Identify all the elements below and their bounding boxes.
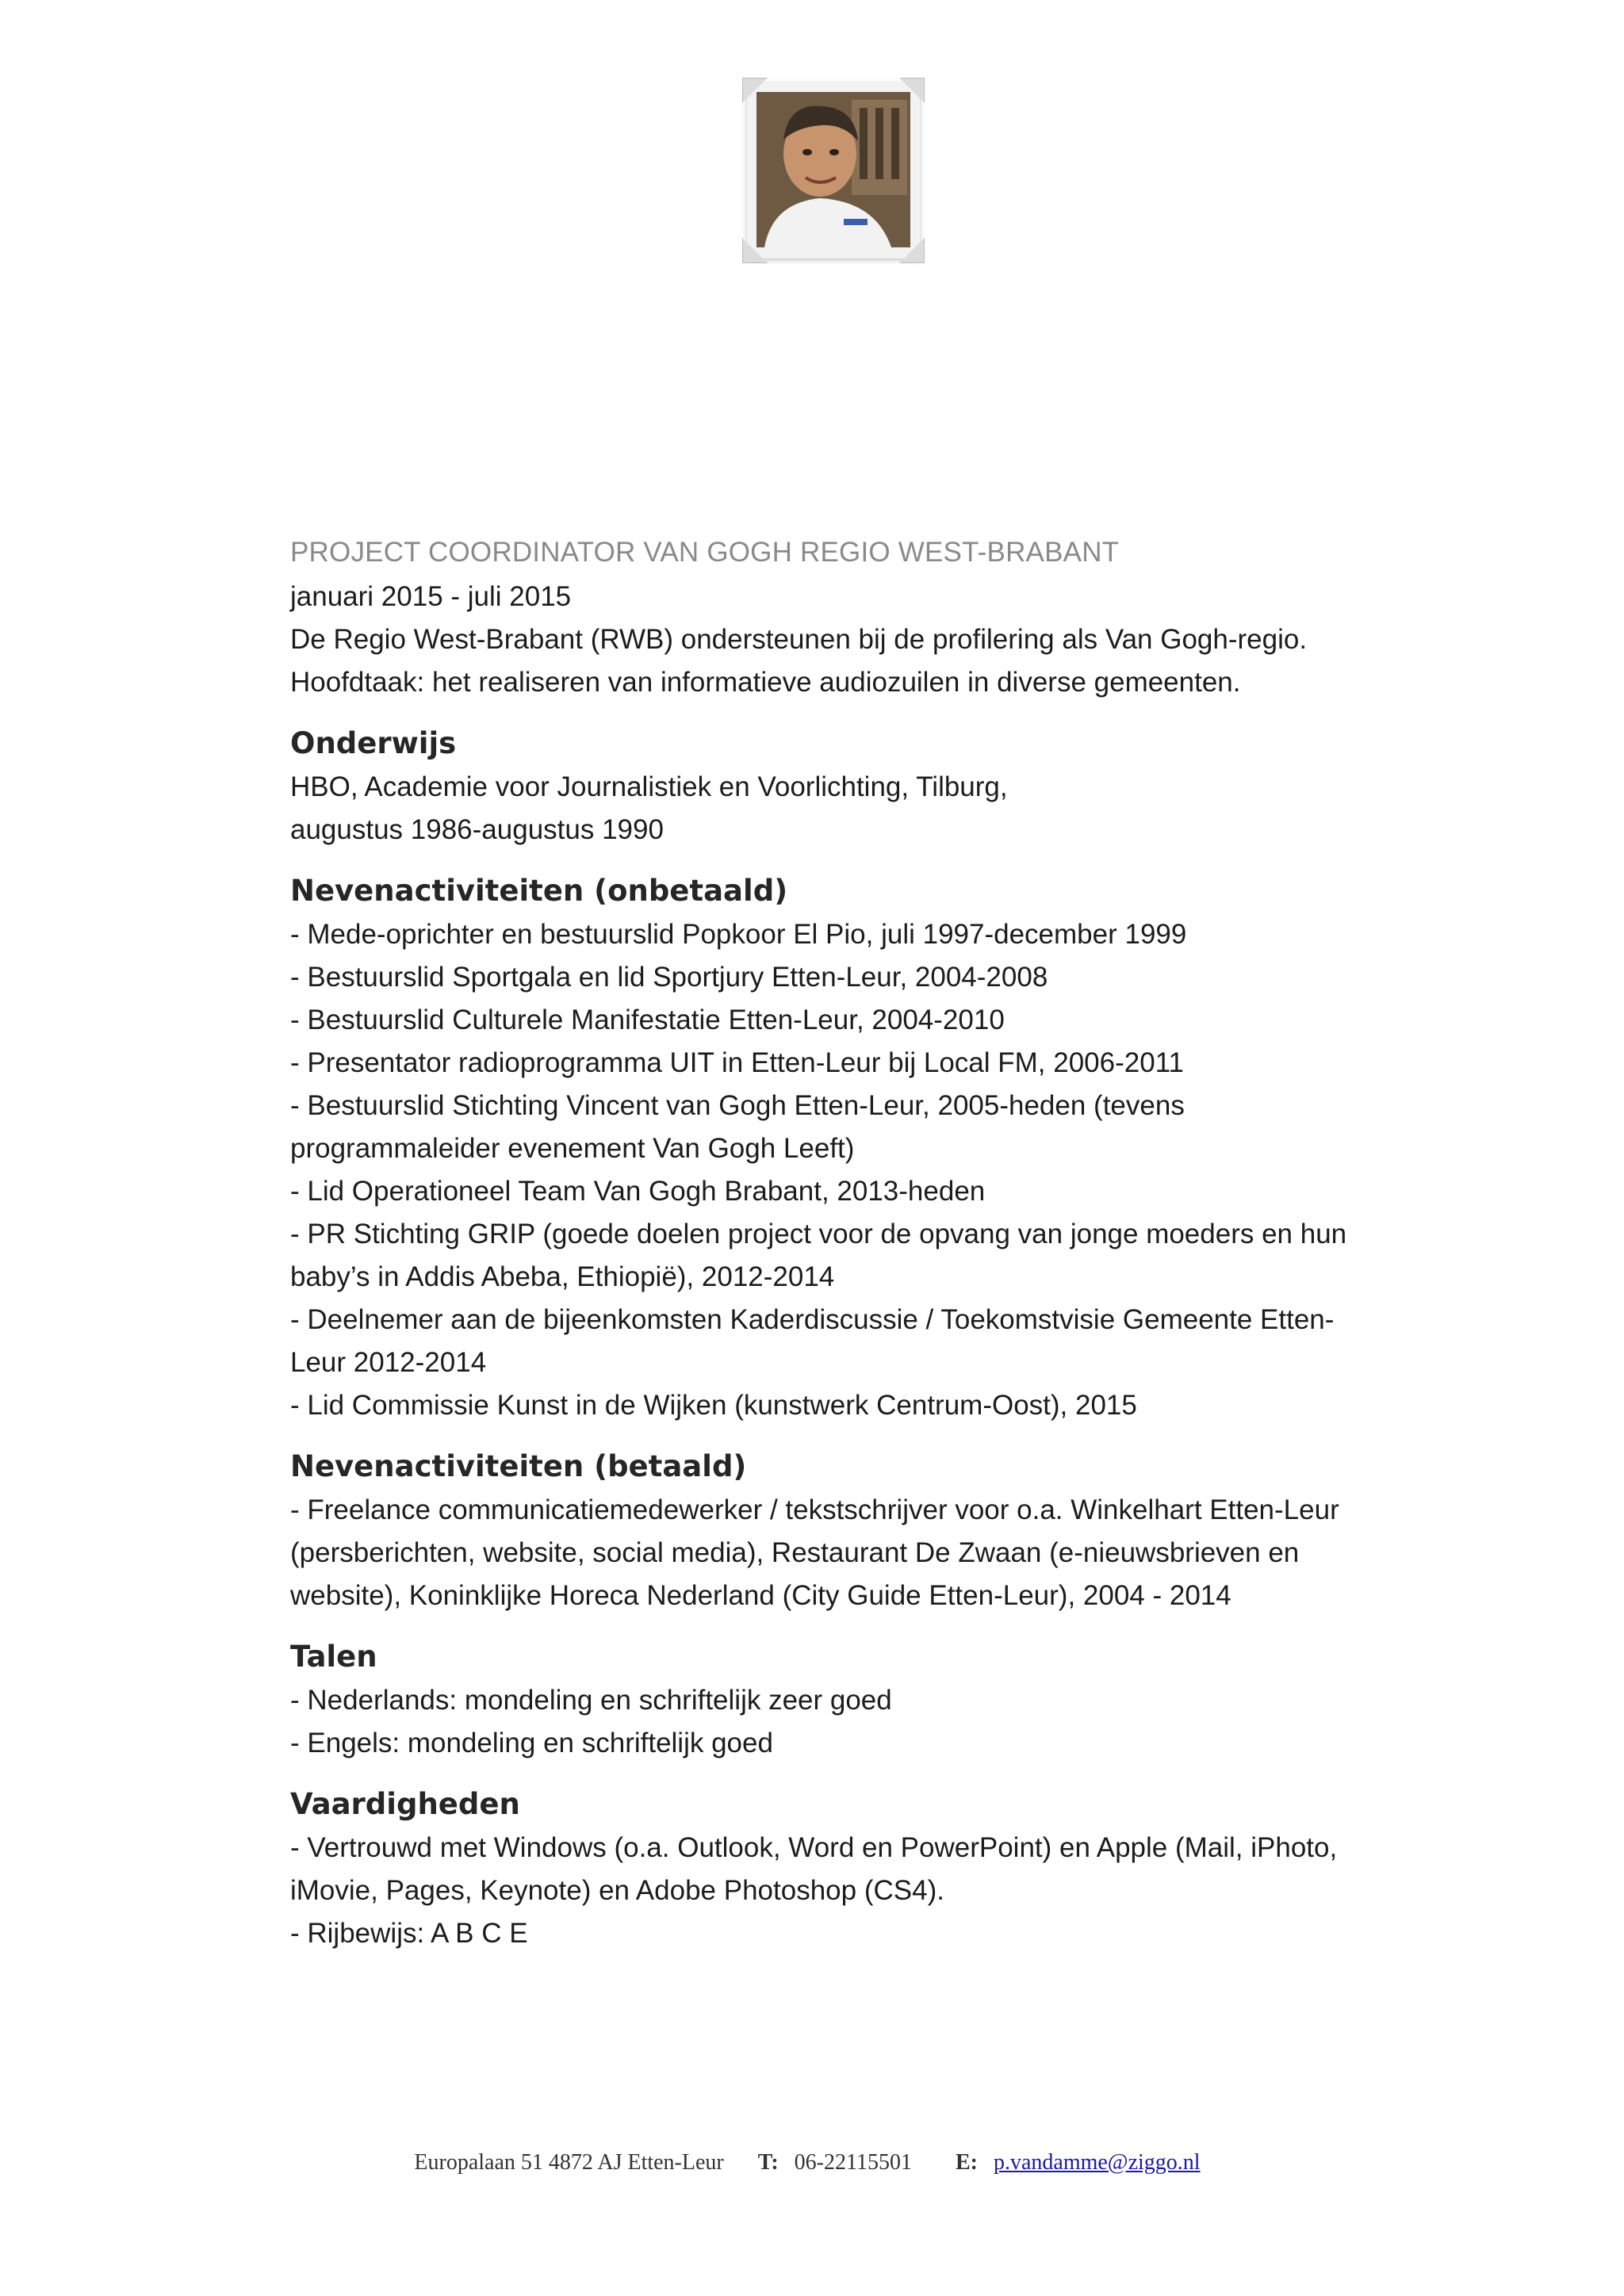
section-neven-betaald [290,1445,1353,1617]
job-description: Hoofdtaak: het realiseren van informatieve audiozuilen in diverse gemeenten. [290,667,1241,698]
phone-label: T: [757,2150,779,2175]
footer-contact [0,2150,1624,2175]
education-line: HBO, Academie voor Journalistiek en Voorlichting, Tilburg, [290,771,1008,802]
list-item: - Deelnemer aan de bijeenkomsten Kaderdiscussie / Toekomstvisie Gemeente Etten-Leur 2012-2014 [290,1304,1335,1378]
section-heading: Nevenactiviteiten (onbetaald) [290,874,788,908]
list-item: - Freelance communicatiemedewerker / tekstschrijver voor o.a. Winkelhart Etten-Leur (persberichten, website, social media), Restaurant De Zwaan (e-nieuwsbrieven en website), Koninklijke Horeca Nederland (City Guide Etten-Leur), 2004 - 2014 [290,1494,1339,1611]
job-description: De Regio West-Brabant (RWB) ondersteunen bij de profilering als Van Gogh-regio. [290,624,1308,655]
list-item: - Lid Commissie Kunst in de Wijken (kunstwerk Centrum-Oost), 2015 [290,1390,1137,1421]
section-neven-onbetaald [290,869,1353,1427]
list-item: - PR Stichting GRIP (goede doelen project voor de opvang van jonge moeders en hun baby’s in Addis Abeba, Ethiopië), 2012-2014 [290,1219,1347,1292]
email-label: E: [955,2150,978,2175]
list-item: - Engels: mondeling en schriftelijk goed [290,1728,773,1758]
list-item: - Rijbewijs: A B C E [290,1918,528,1949]
list-item: - Bestuurslid Stichting Vincent van Gogh Etten-Leur, 2005-heden (tevens programmaleider evenement Van Gogh Leeft) [290,1090,1185,1164]
footer-email [946,2150,1210,2175]
job-title: PROJECT COORDINATOR VAN GOGH REGIO WEST-BRABANT [290,537,1120,568]
list-item: - Nederlands: mondeling en schriftelijk zeer goed [290,1685,892,1716]
footer-phone [749,2150,921,2175]
portrait-photo-icon [756,92,910,247]
email-link[interactable]: p.vandamme@ziggo.nl [993,2150,1201,2175]
section-heading: Onderwijs [290,726,457,760]
section-heading: Talen [290,1640,377,1674]
job-section [290,530,1353,704]
list-item: - Presentator radioprogramma UIT in Etten-Leur bij Local FM, 2006-2011 [290,1047,1185,1078]
footer-address: Europalaan 51 4872 AJ Etten-Leur [414,2150,724,2175]
section-heading: Vaardigheden [290,1787,520,1821]
section-talen [290,1635,1353,1765]
list-item: - Mede-oprichter en bestuurslid Popkoor El Pio, juli 1997-december 1999 [290,919,1187,950]
list-item: - Vertrouwd met Windows (o.a. Outlook, Word en PowerPoint) en Apple (Mail, iPhoto, iMovie, Pages, Keynote) en Adobe Photoshop (CS4). [290,1832,1338,1906]
job-period: januari 2015 - juli 2015 [290,581,572,612]
cv-content [290,530,1353,1955]
list-item: - Bestuurslid Culturele Manifestatie Etten-Leur, 2004-2010 [290,1004,1005,1035]
section-vaardigheden [290,1782,1353,1955]
education-line: augustus 1986-augustus 1990 [290,814,664,845]
section-heading: Nevenactiviteiten (betaald) [290,1449,747,1483]
profile-photo [747,82,920,258]
phone-number: 06-22115501 [794,2150,912,2175]
list-item: - Lid Operationeel Team Van Gogh Brabant, 2013-heden [290,1176,986,1207]
list-item: - Bestuurslid Sportgala en lid Sportjury Etten-Leur, 2004-2008 [290,962,1048,993]
section-onderwijs [290,721,1353,851]
